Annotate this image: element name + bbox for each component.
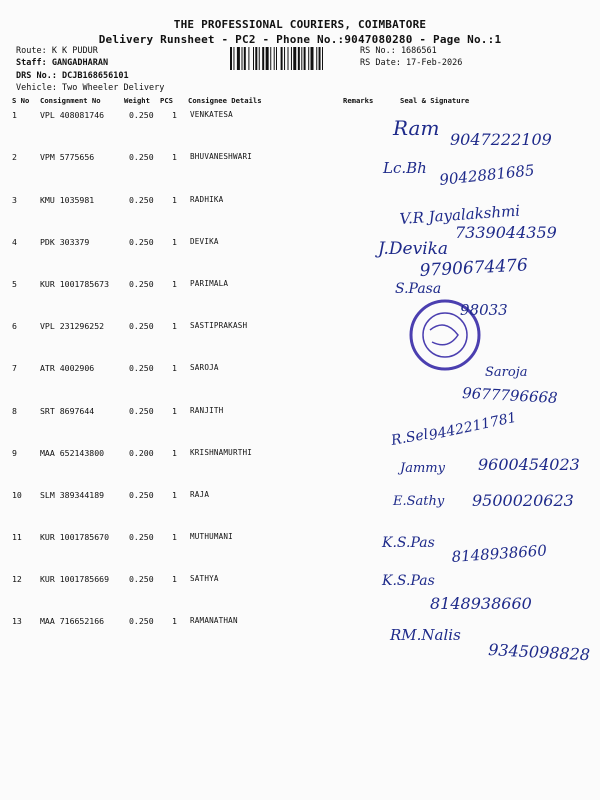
barcode-bar — [322, 47, 323, 70]
row-sno: 9 — [12, 448, 17, 458]
handwritten-phone-9: 9600454023 — [478, 455, 580, 474]
handwritten-phone-13: 9345098828 — [487, 640, 591, 665]
row-pcs: 1 — [172, 448, 177, 458]
row-weight: 0.250 — [129, 616, 154, 626]
table-row — [0, 406, 600, 420]
row-consignment: VPL 408081746 — [40, 110, 105, 120]
col-sno: S No — [12, 96, 30, 105]
handwritten-phone-8: 9442211781 — [427, 409, 518, 444]
row-consignee: MUTHUMANI — [190, 532, 233, 541]
row-pcs: 1 — [172, 237, 177, 247]
barcode-bar — [230, 47, 232, 70]
table-row — [0, 321, 600, 335]
row-consignment: ATR 4002906 — [40, 363, 95, 373]
row-consignee: RADHIKA — [190, 195, 224, 204]
rs-date: RS Date: 17-Feb-2026 — [360, 58, 463, 68]
row-weight: 0.250 — [129, 532, 154, 542]
row-consignee: SAROJA — [190, 363, 219, 372]
row-pcs: 1 — [172, 152, 177, 162]
row-consignee: KRISHNAMURTHI — [190, 448, 253, 457]
row-sno: 1 — [12, 110, 17, 120]
col-remarks: Remarks — [343, 96, 374, 105]
row-weight: 0.250 — [129, 406, 154, 416]
col-pcs: PCS — [160, 96, 173, 105]
handwritten-phone-11: 8148938660 — [451, 541, 548, 566]
row-consignee: RAMANATHAN — [190, 616, 238, 625]
table-row — [0, 279, 600, 293]
route-label: Route: K K PUDUR — [16, 46, 98, 56]
row-sno: 6 — [12, 321, 17, 331]
row-pcs: 1 — [172, 321, 177, 331]
row-pcs: 1 — [172, 110, 177, 120]
row-weight: 0.250 — [129, 363, 154, 373]
handwritten-phone-7: 9677796668 — [461, 384, 559, 407]
row-sno: 4 — [12, 237, 17, 247]
row-consignee: PARIMALA — [190, 279, 229, 288]
signature-2: Lc.Bh — [383, 159, 427, 177]
official-stamp — [411, 301, 479, 369]
barcode-bar — [276, 47, 277, 70]
barcode-bar — [248, 47, 249, 70]
row-sno: 10 — [12, 490, 22, 500]
col-weight: Weight — [124, 96, 150, 105]
row-pcs: 1 — [172, 574, 177, 584]
table-row — [0, 363, 600, 377]
row-pcs: 1 — [172, 406, 177, 416]
table-row — [0, 448, 600, 462]
row-sno: 7 — [12, 363, 17, 373]
barcode-bar — [259, 47, 260, 70]
row-consignment: SLM 389344189 — [40, 490, 105, 500]
row-consignment: VPM 5775656 — [40, 152, 95, 162]
handwritten-phone-2: 9042881685 — [438, 161, 536, 189]
handwritten-phone-10: 9500020623 — [472, 491, 574, 510]
handwritten-phone-1: 9047222109 — [450, 130, 552, 149]
table-row — [0, 195, 600, 209]
row-consignee: RANJITH — [190, 406, 224, 415]
handwritten-phone-12: 8148938660 — [430, 594, 532, 613]
row-consignment: SRT 8697644 — [40, 406, 95, 416]
row-consignee: SASTIPRAKASH — [190, 321, 248, 330]
row-sno: 5 — [12, 279, 17, 289]
row-consignment: KMU 1035981 — [40, 195, 95, 205]
stamp-inner-ring — [423, 313, 467, 357]
row-pcs: 1 — [172, 532, 177, 542]
barcode-bar — [281, 47, 283, 70]
barcode-bar — [244, 47, 246, 70]
row-consignee: SATHYA — [190, 574, 219, 583]
row-pcs: 1 — [172, 490, 177, 500]
runsheet-subtitle: Delivery Runsheet - PC2 - Phone No.:9047080280 - Page No.:1 — [98, 33, 502, 46]
barcode-bar — [288, 47, 289, 70]
table-row — [0, 574, 600, 588]
drs-number: DRS No.: DCJB168656101 — [16, 71, 129, 81]
signature-7: Saroja — [485, 365, 528, 380]
row-sno: 12 — [12, 574, 22, 584]
barcode-bar — [319, 47, 321, 70]
barcode-bar — [316, 47, 317, 70]
table-row — [0, 490, 600, 504]
company-title: THE PROFESSIONAL COURIERS, COIMBATORE — [173, 18, 427, 31]
row-consignment: VPL 231296252 — [40, 321, 105, 331]
row-weight: 0.250 — [129, 574, 154, 584]
row-consignment: KUR 1001785673 — [40, 279, 110, 289]
row-consignee: DEVIKA — [190, 237, 219, 246]
signature-10: E.Sathy — [393, 494, 445, 509]
row-consignment: KUR 1001785669 — [40, 574, 110, 584]
row-consignment: KUR 1001785670 — [40, 532, 110, 542]
row-consignee: VENKATESA — [190, 110, 233, 119]
barcode-bar — [291, 47, 292, 70]
barcode-bar — [311, 47, 314, 70]
row-consignment: MAA 716652166 — [40, 616, 105, 626]
row-consignee: BHUVANESHWARI — [190, 152, 253, 161]
vehicle-label: Vehicle: Two Wheeler Delivery — [16, 83, 165, 93]
col-consignee: Consignee Details — [188, 96, 262, 105]
signature-9: Jammy — [400, 461, 445, 476]
signature-11: K.S.Pas — [382, 535, 435, 551]
row-weight: 0.250 — [129, 152, 154, 162]
barcode-bar — [266, 47, 269, 70]
row-sno: 8 — [12, 406, 17, 416]
signature-12: K.S.Pas — [382, 573, 435, 589]
row-consignment: PDK 303379 — [40, 237, 90, 247]
row-pcs: 1 — [172, 279, 177, 289]
barcode-bar — [255, 47, 257, 70]
handwritten-phone-5: 98033 — [460, 301, 508, 319]
row-sno: 3 — [12, 195, 17, 205]
row-sno: 13 — [12, 616, 22, 626]
barcode-bar — [304, 47, 306, 70]
barcode-bar — [284, 47, 285, 70]
table-row — [0, 152, 600, 166]
signature-8: R.Sel — [389, 426, 430, 449]
barcode-bar — [242, 47, 243, 70]
signature-13: RM.Nalis — [390, 626, 461, 644]
barcode-bar — [262, 47, 264, 70]
barcode-bar — [298, 47, 300, 70]
handwritten-phone-4: 9790674476 — [419, 255, 529, 281]
row-pcs: 1 — [172, 363, 177, 373]
stamp-outer-ring — [411, 301, 479, 369]
col-seal-signature: Seal & Signature — [400, 96, 470, 105]
signature-4: J.Devika — [378, 239, 449, 259]
barcode-bar — [301, 47, 302, 70]
handwritten-phone-3: 7339044359 — [455, 223, 557, 242]
rs-number: RS No.: 1686561 — [360, 46, 437, 56]
barcode-bar — [270, 47, 271, 70]
row-weight: 0.250 — [129, 321, 154, 331]
table-row — [0, 616, 600, 630]
row-weight: 0.250 — [129, 110, 154, 120]
row-consignment: MAA 652143800 — [40, 448, 105, 458]
row-sno: 2 — [12, 152, 17, 162]
row-consignee: RAJA — [190, 490, 210, 499]
barcode-bar — [274, 47, 275, 70]
signature-5: S.Pasa — [395, 281, 442, 297]
row-sno: 11 — [12, 532, 22, 542]
row-weight: 0.200 — [129, 448, 154, 458]
row-pcs: 1 — [172, 616, 177, 626]
col-consignment: Consignment No — [40, 96, 101, 105]
barcode — [230, 47, 356, 70]
table-row — [0, 532, 600, 546]
row-weight: 0.250 — [129, 490, 154, 500]
table-row — [0, 237, 600, 251]
row-pcs: 1 — [172, 195, 177, 205]
row-weight: 0.250 — [129, 195, 154, 205]
barcode-bar — [233, 47, 234, 70]
staff-label: Staff: GANGADHARAN — [16, 58, 109, 68]
row-weight: 0.250 — [129, 279, 154, 289]
signature-1: Ram — [393, 116, 440, 140]
table-row — [0, 110, 600, 124]
barcode-bar — [253, 47, 254, 70]
barcode-bar — [237, 47, 240, 70]
row-weight: 0.250 — [129, 237, 154, 247]
barcode-bar — [308, 47, 309, 70]
signature-3: V.R Jayalakshmi — [399, 201, 521, 228]
barcode-bar — [293, 47, 296, 70]
